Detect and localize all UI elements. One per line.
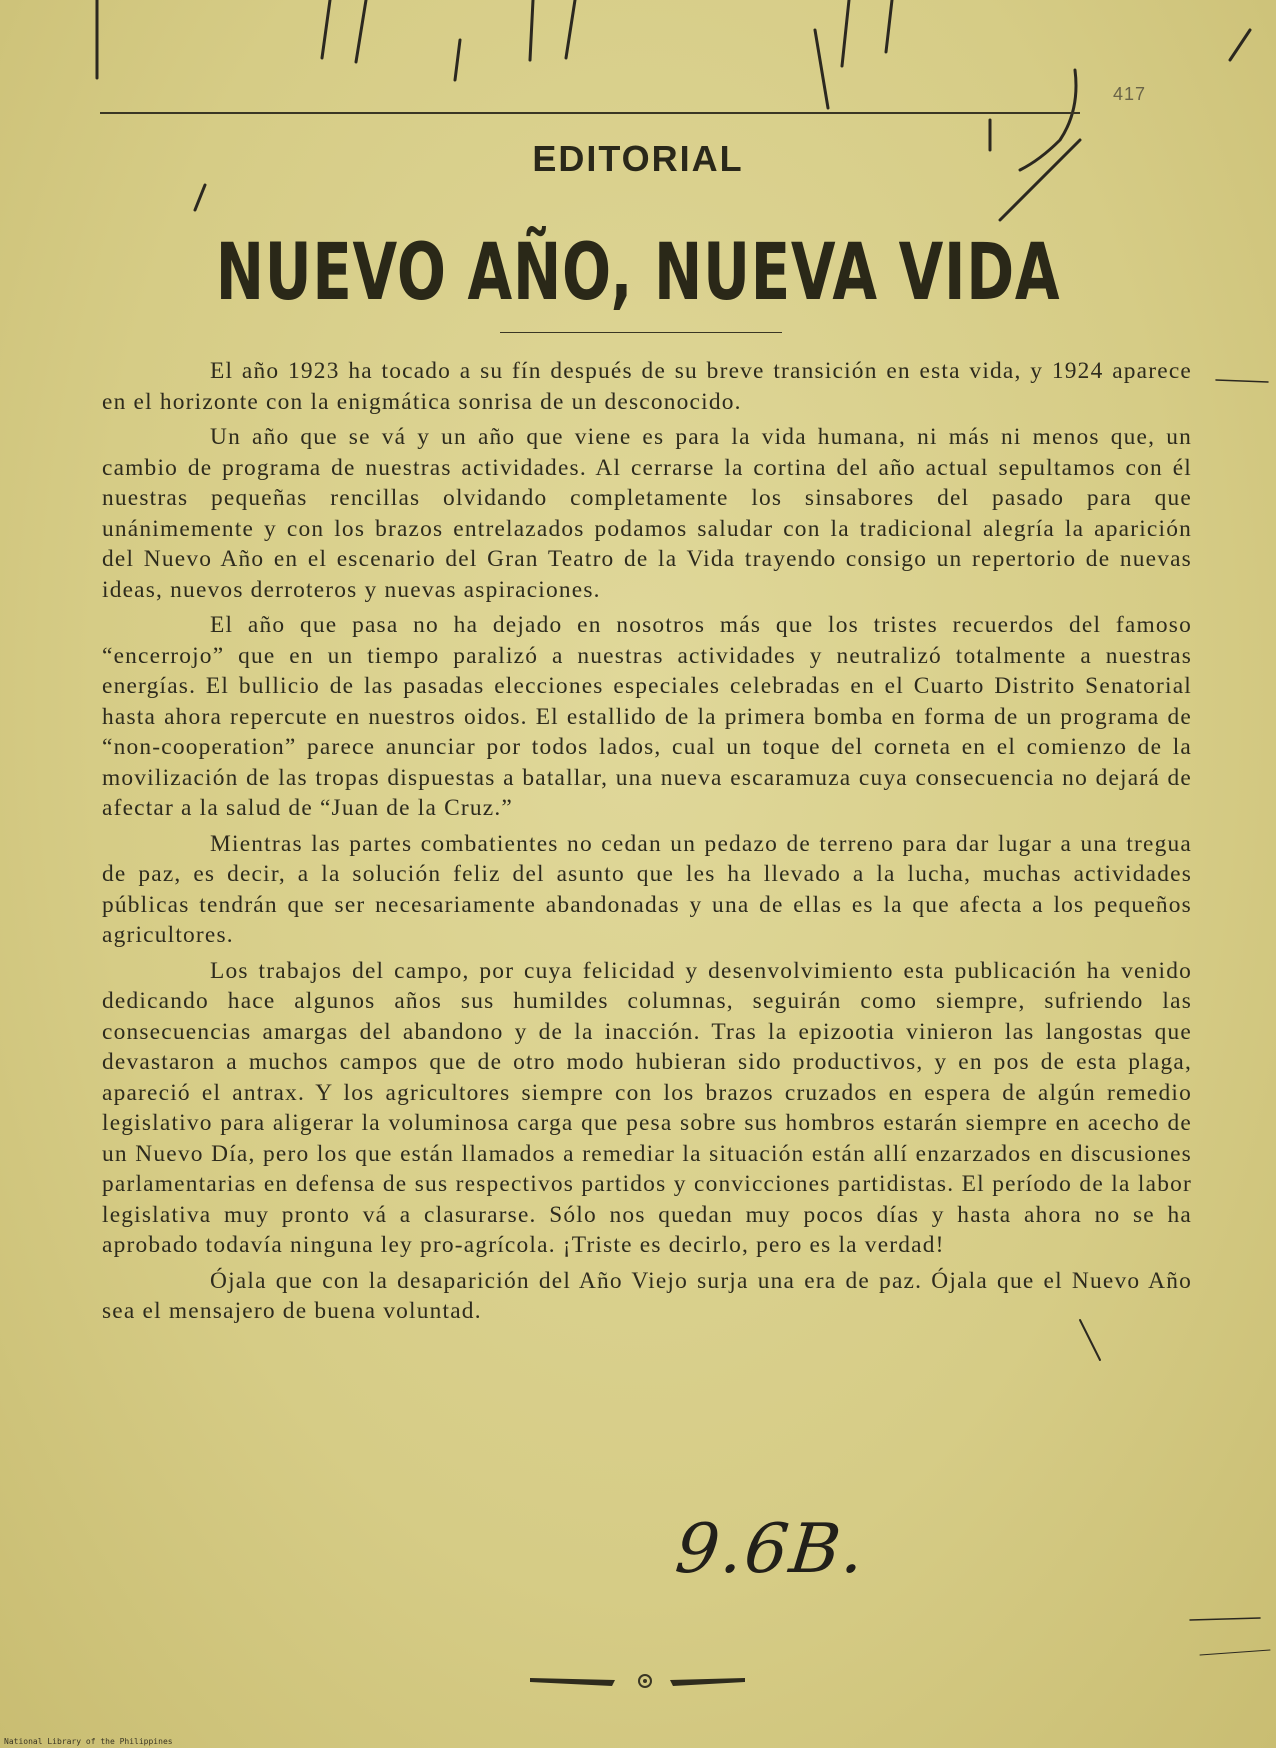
headline: NUEVO AÑO, NUEVA VIDA [215,228,1061,318]
article-body [102,356,1192,1332]
paragraph-1: El año 1923 ha tocado a su fín después de su breve transición en esta vida, y 1924 aparece en el horizonte con la enigmática sonrisa de un desconocido. [102,358,1192,415]
paragraph-6: Ójala que con la desaparición del Año Viejo surja una era de paz. Ójala que el Nuevo Año sea el mensajero de buena voluntad. [102,1267,1192,1324]
top-rule [100,112,1080,114]
paragraph-2: Un año que se vá y un año que viene es para la vida humana, ni más ni menos que, un cambio de programa de nuestras actividades. Al cerrarse la cortina del año actual sepultamos con él nuestras pequeñas rencillas olvidando completamente los sinsabores del pasado para que unánimemente y con los brazos entrelazados podamos saludar con la tradicional alegría la aparición del Nuevo Año en el escenario del Gran Teatro de la Vida trayendo consigo un repertorio de nuevas ideas, nuevos derroteros y nuevas aspiraciones. [102,424,1192,603]
ornament-divider-icon [0,1672,1276,1692]
headline-rule [500,332,782,333]
paragraph-3: El año que pasa no ha dejado en nosotros más que los tristes recuerdos del famoso “encerrojo” que en un tiempo paralizó a nuestras actividades y neutralizó totalmente a nuestras energías. El bullicio de las pasadas elecciones especiales celebradas en el Cuarto Distrito Senatorial hasta ahora repercute en nuestros oidos. El estallido de la primera bomba en forma de un programa de “non-cooperation” parece anunciar por todos lados, cual un toque del corneta en el comienzo de la movilización de las tropas dispuestas a batallar, una nueva escaramuza cuya consecuencia no dejará de afectar a la salud de “Juan de la Cruz.” [102,612,1192,821]
footer-credit: National Library of the Philippines [4,1737,173,1746]
page-number: 417 [1113,84,1147,104]
handwritten-signature: 9.6B. [671,1510,870,1589]
paragraph-4: Mientras las partes combatientes no cedan un pedazo de terreno para dar lugar a una tregua de paz, es decir, a la solución feliz del asunto que les ha llevado a la lucha, muchas actividades públicas tendrán que ser necesariamente abandonadas y una de ellas es la que afecta a los pequeños agricultores. [102,830,1192,948]
section-label: EDITORIAL [532,138,744,179]
paragraph-5: Los trabajos del campo, por cuya felicidad y desenvolvimiento esta publicación ha venido dedicando hace algunos años sus humildes columnas, seguirán como siempre, sufriendo las consecuencias amargas del abandono y de la inacción. Tras la epizootia vinieron las langostas que devastaron a muchos campos que de otro modo hubieran sido productivos, y en pos de esta plaga, apareció el antrax. Y los agricultores siempre con los brazos cruzados en espera de algún remedio legislativo para aligerar la voluminosa carga que pesa sobre sus hombros estarán siempre en acecho de un Nuevo Día, pero los que están llamados a remediar la situación están allí enzarzados en discusiones parlamentarias en defensa de sus respectivos partidos y convicciones partidistas. El período de la labor legislativa muy pronto vá a clasurarse. Sólo nos quedan muy pocos días y hasta ahora no se ha aprobado todavía ninguna ley pro-agrícola. ¡Triste es decirlo, pero es la verdad! [102,957,1192,1258]
